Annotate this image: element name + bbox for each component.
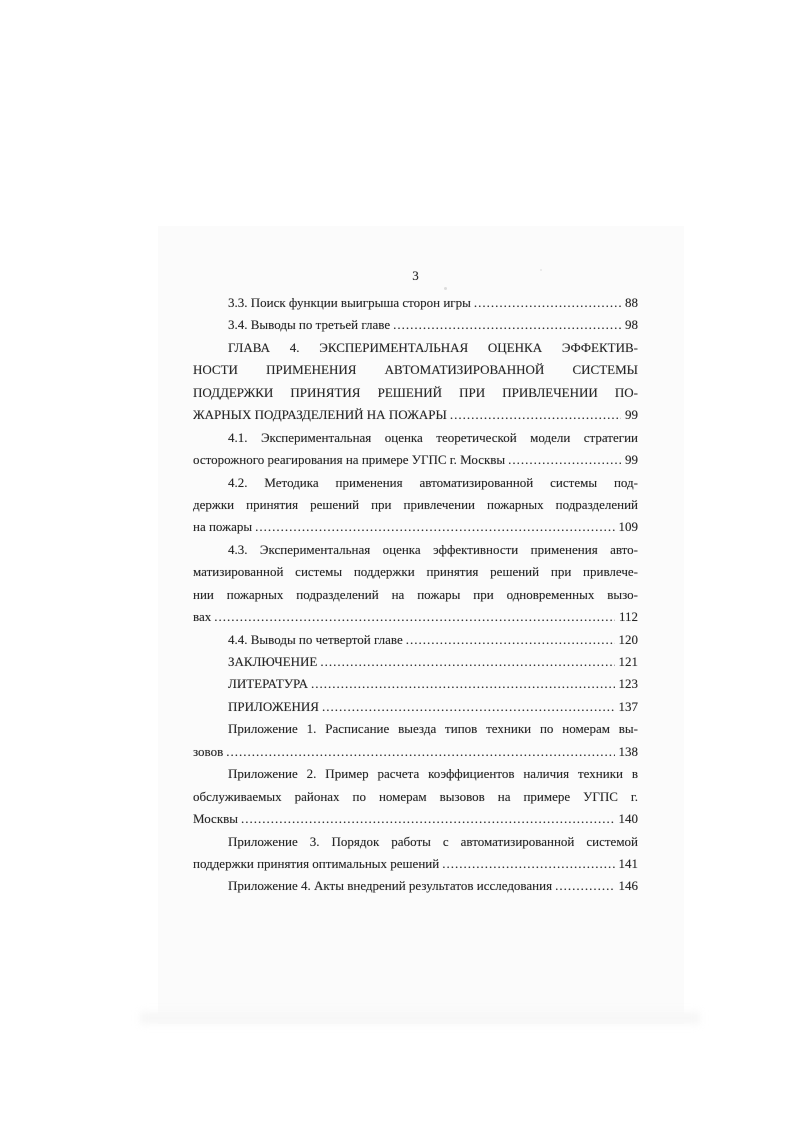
toc-entry-text: НОСТИ ПРИМЕНЕНИЯ АВТОМАТИЗИРОВАННОЙ СИСТЕМЫ	[193, 362, 638, 378]
toc-chapter-heading-line	[193, 359, 638, 381]
toc-entry-text: зовов	[193, 743, 224, 759]
toc-entry-text: осторожного реагирования на примере УГПС г. Москвы	[193, 452, 506, 468]
toc-chapter-heading-line	[193, 382, 638, 404]
toc-entry-text: ЖАРНЫХ ПОДРАЗДЕЛЕНИЙ НА ПОЖАРЫ	[193, 407, 447, 423]
toc-entry	[193, 763, 638, 785]
dot-leader	[238, 808, 614, 830]
toc-entry-text: ЛИТЕРАТУРА	[228, 676, 308, 692]
toc-entry	[193, 314, 638, 336]
toc-entry-page: 138	[618, 743, 638, 759]
toc-entry-page: 137	[618, 698, 638, 714]
toc-entry-text: нии пожарных подразделений на пожары при одновременных вызо-	[193, 586, 638, 602]
toc-entry-page: 141	[618, 855, 638, 871]
scan-speck	[540, 269, 542, 271]
toc-entry-page: 98	[625, 317, 638, 333]
toc-entry	[193, 494, 638, 516]
table-of-contents	[193, 292, 638, 898]
toc-entry-text: Москвы	[193, 811, 239, 827]
toc-entry-text: поддержки принятия оптимальных решений	[193, 855, 440, 871]
toc-entry-text: 4.2. Методика применения автоматизированной системы под-	[228, 474, 638, 490]
toc-entry	[193, 741, 638, 763]
toc-entry-text: Приложение 2. Пример расчета коэффициентов наличия техники в	[228, 766, 638, 782]
toc-entry-text: матизированной системы поддержки принятия решений при привлече-	[193, 564, 638, 580]
toc-entry-text: ЗАКЛЮЧЕНИЕ	[228, 654, 318, 669]
toc-entry	[193, 472, 638, 494]
toc-entry	[193, 808, 638, 830]
toc-entry	[193, 786, 638, 808]
toc-entry-text: Приложение 1. Расписание выезда типов техники по номерам вы-	[228, 721, 638, 737]
toc-entry	[193, 831, 638, 853]
toc-entry	[193, 539, 638, 561]
toc-entry-text: держки принятия решений при привлечении пожарных подразделений	[193, 496, 638, 512]
dot-leader	[252, 516, 614, 538]
toc-entry-text: Приложение 4. Акты внедрений результатов исследования	[228, 878, 553, 894]
toc-chapter-heading-line	[193, 337, 638, 359]
toc-entry-page: 99	[625, 407, 638, 423]
toc-entry	[193, 696, 638, 718]
dot-leader	[447, 404, 621, 426]
scan-artifact-band	[140, 1012, 700, 1024]
toc-entry	[193, 449, 638, 471]
toc-entry-text: на пожары	[193, 519, 253, 535]
toc-entry-page: 120	[618, 631, 638, 647]
toc-entry	[193, 606, 638, 628]
toc-entry-text: 4.1. Экспериментальная оценка теоретической модели стратегии	[228, 429, 638, 445]
toc-entry	[193, 673, 638, 695]
toc-entry-page: 140	[618, 811, 638, 827]
toc-entry	[193, 561, 638, 583]
toc-entry	[193, 718, 638, 740]
toc-entry-page: 121	[618, 654, 638, 669]
dot-leader	[308, 673, 615, 695]
toc-entry	[193, 516, 638, 538]
page-number: 3	[412, 268, 419, 283]
toc-entry	[193, 651, 638, 673]
dot-leader	[439, 853, 614, 875]
toc-entry	[193, 427, 638, 449]
dot-leader	[552, 875, 614, 897]
dot-leader	[390, 314, 621, 336]
toc-entry-page: 146	[618, 878, 638, 894]
toc-entry-text: 3.3. Поиск функции выигрыша сторон игры	[228, 295, 471, 310]
toc-entry	[193, 584, 638, 606]
toc-entry-page: 112	[618, 609, 638, 625]
toc-entry-text: ПРИЛОЖЕНИЯ	[228, 698, 319, 714]
dot-leader	[211, 606, 615, 628]
toc-entry-text: 4.3. Экспериментальная оценка эффективности применения авто-	[228, 541, 638, 557]
toc-entry	[193, 404, 638, 426]
toc-entry	[193, 853, 638, 875]
dot-leader	[223, 741, 614, 763]
toc-entry	[193, 875, 638, 897]
toc-entry-text: 4.4. Выводы по четвертой главе	[228, 631, 403, 647]
toc-entry-text: обслуживаемых районах по номерам вызовов на примере УГПС г.	[193, 788, 638, 804]
dot-leader	[319, 696, 615, 718]
toc-entry-text: вах	[193, 609, 212, 625]
scan-speck	[444, 287, 447, 290]
toc-entry-page: 99	[625, 452, 638, 468]
toc-entry-page: 88	[625, 295, 638, 310]
toc-entry	[193, 629, 638, 651]
dot-leader	[403, 629, 615, 651]
toc-entry-text: Приложение 3. Порядок работы с автоматизированной системой	[228, 833, 638, 849]
toc-entry-page: 123	[618, 676, 638, 692]
dot-leader	[317, 651, 614, 673]
toc-entry-text: ГЛАВА 4. ЭКСПЕРИМЕНТАЛЬНАЯ ОЦЕНКА ЭФФЕКТИВ-	[228, 339, 638, 355]
toc-entry-text: 3.4. Выводы по третьей главе	[228, 317, 391, 333]
dot-leader	[471, 292, 621, 314]
dot-leader	[505, 449, 621, 471]
toc-entry	[193, 292, 638, 314]
toc-entry-text: ПОДДЕРЖКИ ПРИНЯТИЯ РЕШЕНИЙ ПРИ ПРИВЛЕЧЕНИИ ПО-	[193, 384, 638, 400]
toc-entry-page: 109	[618, 519, 638, 535]
